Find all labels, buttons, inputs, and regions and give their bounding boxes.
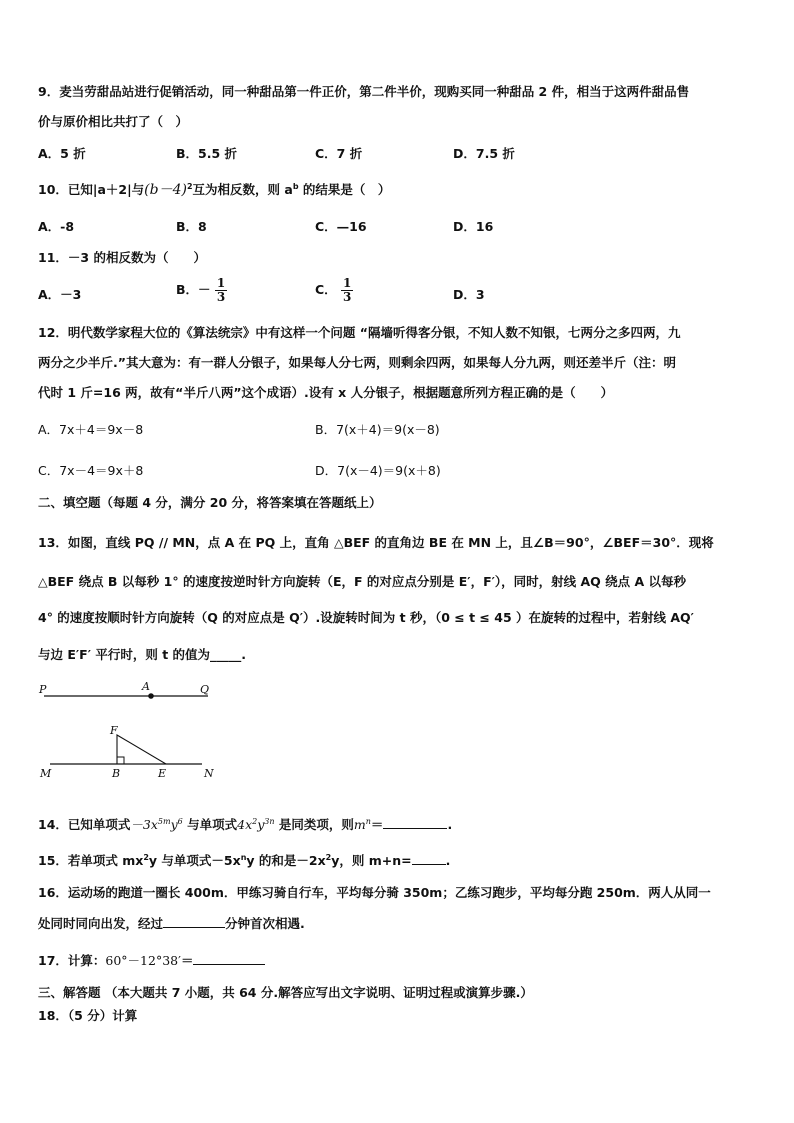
section-3-heading: 三、解答题 （本大题共 7 小题，共 64 分.解答应写出文字说明、证明过程或演算步骤.）	[38, 985, 533, 1000]
q15-exp2: n	[240, 853, 247, 862]
q9-option-b: B．5.5 折	[176, 146, 238, 161]
q17-text-a: 17．计算：	[38, 953, 106, 968]
label-p: P	[39, 683, 47, 696]
q10-text-a: 10．已知|a＋2|与	[38, 182, 145, 197]
q9-line1: 9．麦当劳甜品站进行促销活动，同一种甜品第一件正价，第二件半价，现购买同一种甜品 2 件，相当于这两件甜品售	[38, 84, 690, 99]
q10-expr: (b－4)	[144, 182, 187, 198]
right-angle-mark	[117, 757, 124, 764]
q11-option-a: A．－3	[38, 287, 82, 302]
q15-exp3: 2	[325, 853, 332, 862]
fraction-denominator: 3	[216, 290, 226, 304]
label-q: Q	[200, 683, 210, 696]
q15-text-e: .	[445, 853, 451, 868]
q13-line4: 与边 E′F′ 平行时，则 t 的值为_____.	[38, 647, 247, 662]
q11-option-d: D．3	[453, 287, 485, 302]
q16-line2	[38, 916, 305, 932]
q15-text-b: y 与单项式－5x	[148, 853, 241, 868]
q12-option-a: A．7x＋4＝9x－8	[38, 422, 144, 437]
q14-mono2-exp2: 3n	[264, 817, 275, 826]
q15-text-c: y 的和是－2x	[246, 853, 326, 868]
label-n: N	[204, 767, 214, 780]
q12-line2: 两分之少半斤.”其大意为：有一群人分银子，如果每人分七两，则剩余四两，如果每人分九两，则还差半斤（注：明	[38, 355, 676, 370]
q16-text-b: 分钟首次相遇.	[225, 916, 305, 931]
q11-option-c	[315, 277, 353, 304]
q10-option-c: C．—16	[315, 219, 367, 234]
q13-figure	[30, 676, 230, 786]
q13-line3: 4° 的速度按顺时针方向旋转（Q 的对应点是 Q′）.设旋转时间为 t 秒，（0 ≤ t ≤ 45 ）在旋转的过程中，若射线 AQ′	[38, 610, 694, 625]
q14-answer-blank[interactable]	[383, 828, 447, 829]
q9-option-c: C．7 折	[315, 146, 363, 161]
q11-option-c-prefix: C．	[315, 282, 337, 297]
q13-line1: 13．如图，直线 PQ // MN，点 A 在 PQ 上，直角 △BEF 的直角边 BE 在 MN 上，且∠B＝90°，∠BEF＝30°．现将	[38, 535, 714, 550]
q14-text-d: ＝	[370, 817, 384, 832]
q10-exp-b: b	[292, 182, 299, 191]
q14-mn-base: m	[353, 817, 366, 832]
q10-stem	[38, 182, 390, 198]
q12-option-d: D．7(x－4)＝9(x＋8)	[315, 463, 441, 478]
q10-text-b: 互为相反数，则 a	[192, 182, 293, 197]
q12-line1: 12．明代数学家程大位的《算法统宗》中有这样一个问题 “隔墙听得客分银，不知人数不知银，七两分之多四两，九	[38, 325, 681, 340]
q15-stem	[38, 853, 450, 869]
q12-line3: 代时 1 斤=16 两，故有“半斤八两”这个成语）.设有 x 人分银子，根据题意所列方程正确的是（ ）	[38, 385, 614, 400]
q14-mono2-base: 4x	[237, 817, 253, 832]
q15-text-a: 15．若单项式 mx	[38, 853, 144, 868]
q16-answer-blank[interactable]	[163, 927, 225, 928]
section-2-heading: 二、填空题（每题 4 分，满分 20 分，将答案填在答题纸上）	[38, 495, 382, 510]
q14-mono1-exp2: 6	[177, 817, 183, 826]
q15-text-d: y，则 m+n=	[331, 853, 412, 868]
q10-text-c: 的结果是（ ）	[298, 182, 391, 197]
q15-exp1: 2	[143, 853, 149, 862]
q14-mn-exp: n	[365, 817, 371, 826]
q14-mono1-exp1: 5m	[157, 817, 171, 826]
label-f: F	[110, 724, 118, 737]
q15-answer-blank[interactable]	[412, 864, 446, 865]
q14-text-a: 14．已知单项式	[38, 817, 131, 832]
q11-option-b	[176, 277, 227, 304]
label-e: E	[158, 767, 167, 780]
label-b: B	[112, 767, 121, 780]
q12-option-b: B．7(x＋4)＝9(x－8)	[315, 422, 440, 437]
q11-option-b-prefix: B．－	[176, 282, 211, 297]
q9-option-a: A．5 折	[38, 146, 86, 161]
q10-option-b: B．8	[176, 219, 207, 234]
fraction-numerator: 1	[343, 276, 352, 290]
q17-stem	[38, 953, 265, 969]
q10-exp: 2	[186, 182, 193, 191]
q14-mono1-y: y	[170, 817, 178, 832]
q14-mono2-y: y	[257, 817, 265, 832]
q16-line1: 16．运动场的跑道一圈长 400m．甲练习骑自行车，平均每分骑 350m；乙练习跑步，平均每分跑 250m．两人从同一	[38, 885, 711, 900]
q14-text-b: 与单项式	[182, 817, 238, 832]
q14-text-c: 是同类项，则	[274, 817, 354, 832]
q9-option-d: D．7.5 折	[453, 146, 515, 161]
q14-mono1-base: －3x	[130, 817, 158, 832]
q11-option-c-fraction	[341, 277, 353, 304]
q14-mono2-exp1: 2	[252, 817, 258, 826]
point-a	[148, 693, 154, 699]
q14-mn	[354, 817, 371, 832]
q17-text-b: ＝	[180, 953, 194, 968]
q18-stem: 18．（5 分）计算	[38, 1008, 138, 1023]
q10-option-a: A．-8	[38, 219, 75, 234]
fraction-numerator: 1	[216, 276, 226, 290]
q10-option-d: D．16	[453, 219, 494, 234]
q14-mono2	[237, 817, 274, 832]
label-a: A	[142, 680, 150, 693]
q11-option-b-fraction	[215, 277, 227, 304]
q11-stem: 11．－3 的相反数为（ ）	[38, 250, 206, 265]
q16-text-a: 处同时同向出发，经过	[38, 916, 164, 931]
q9-line2: 价与原价相比共打了（ ）	[38, 114, 189, 129]
q17-expr: 60°－12°38′	[105, 953, 181, 968]
q14-mono1	[130, 817, 182, 832]
q17-answer-blank[interactable]	[193, 964, 265, 965]
fraction-denominator: 3	[343, 290, 352, 304]
q12-option-c: C．7x－4＝9x＋8	[38, 463, 144, 478]
label-m: M	[40, 767, 52, 780]
q14-stem: 14．已知单项式$-3x^{5m}y^6$ 与单项式$4x^2y^{3n}$ 是同类项，则$m^n=$ .	[38, 817, 453, 832]
q13-line2: △BEF 绕点 B 以每秒 1° 的速度按逆时针方向旋转（E，F 的对应点分别是 E′，F′），同时，射线 AQ 绕点 A 以每秒	[38, 574, 687, 589]
